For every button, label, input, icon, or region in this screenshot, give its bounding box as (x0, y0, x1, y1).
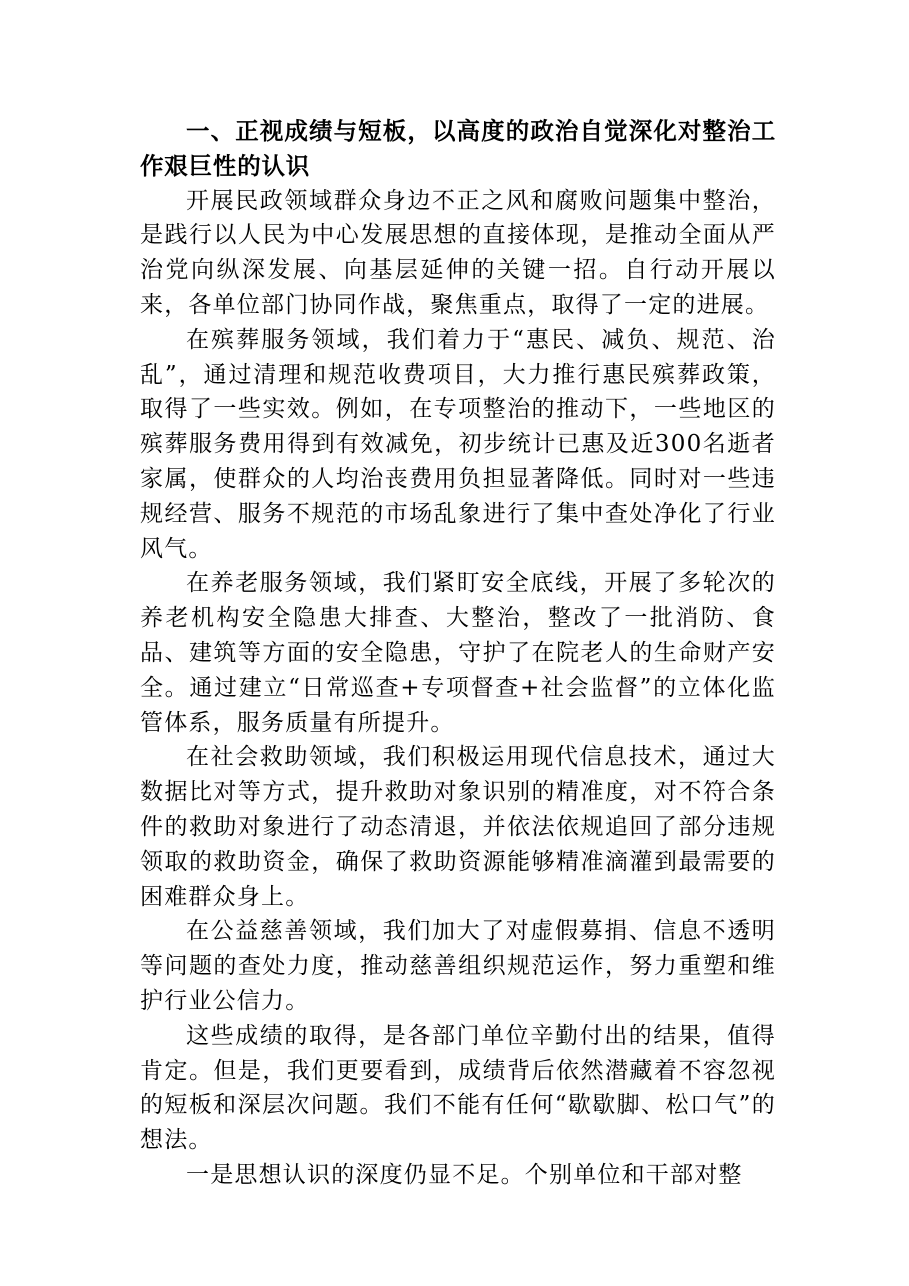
paragraph-elderly-care: 在养老服务领域，我们紧盯安全底线，开展了多轮次的养老机构安全隐患大排查、大整治，整改了一批消防、食品、建筑等方面的安全隐患，守护了在院老人的生命财产安全。通过建立“日常巡查+专项督查+社会监督”的立体化监管体系，服务质量有所提升。 (140, 570, 776, 736)
document-body (140, 114, 776, 1193)
paragraph-overview: 开展民政领域群众身边不正之风和腐败问题集中整治，是践行以人民为中心发展思想的直接体现，是推动全面从严治党向纵深发展、向基层延伸的关键一招。自行动开展以来，各单位部门协同作战，聚焦重点，取得了一定的进展。 (140, 187, 776, 318)
section-heading: 一、正视成绩与短板，以高度的政治自觉深化对整治工作艰巨性的认识 (140, 117, 776, 180)
paragraph-problem-one: 一是思想认识的深度仍显不足。个别单位和干部对整 (186, 1161, 743, 1188)
paragraph-funeral-services: 在殡葬服务领域，我们着力于“惠民、减负、规范、治乱”，通过清理和规范收费项目，大力推行惠民殡葬政策，取得了一些实效。例如，在专项整治的推动下，一些地区的殡葬服务费用得到有效减免，初步统计已惠及近300名逝者家属，使群众的人均治丧费用负担显著降低。同时对一些违规经营、服务不规范的市场乱象进行了集中查处净化了行业风气。 (140, 326, 776, 562)
paragraph-charity: 在公益慈善领域，我们加大了对虚假募捐、信息不透明等问题的查处力度，推动慈善组织规范运作，努力重塑和维护行业公信力。 (140, 918, 776, 1014)
paragraph-social-assistance: 在社会救助领域，我们积极运用现代信息技术，通过大数据比对等方式，提升救助对象识别的精准度，对不符合条件的救助对象进行了动态清退，并依法依规追回了部分违规领取的救助资金，确保了救助资源能够精准滴灌到最需要的困难群众身上。 (140, 744, 776, 910)
paragraph-achievements-summary: 这些成绩的取得，是各部门单位辛勤付出的结果，值得肯定。但是，我们更要看到，成绩背后依然潜藏着不容忽视的短板和深层次问题。我们不能有任何“歇歇脚、松口气”的想法。 (140, 1022, 776, 1154)
